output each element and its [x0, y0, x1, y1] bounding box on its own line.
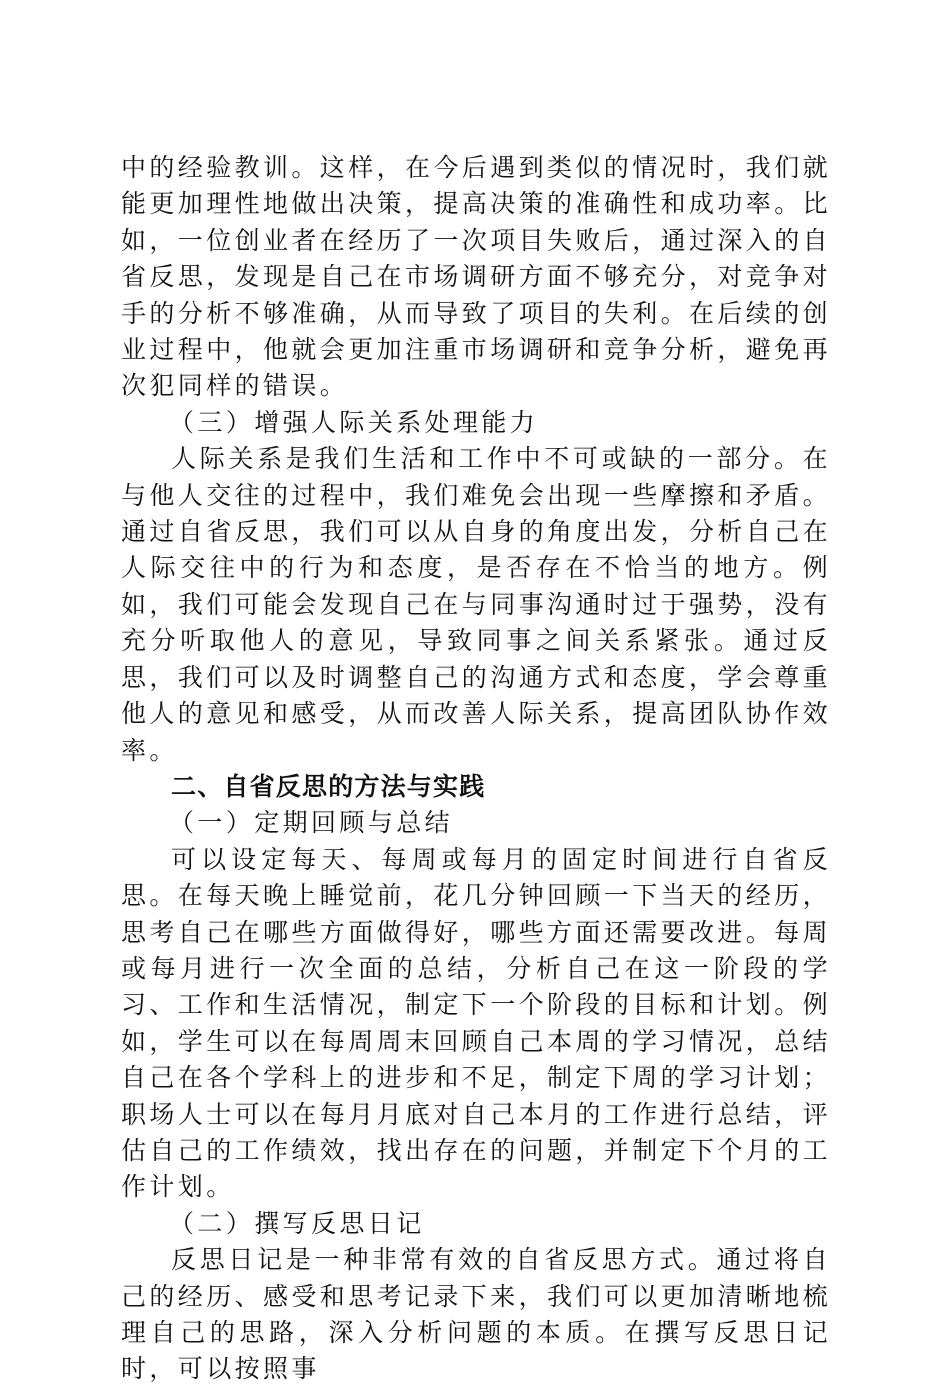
section-heading-methods: 二、自省反思的方法与实践 [171, 771, 486, 801]
paragraph-regular-review: 可以设定每天、每周或每月的固定时间进行自省反思。在每天晚上睡觉前，花几分钟回顾一下当天的经历，思考自己在哪些方面做得好，哪些方面还需要改进。每周或每月进行一次全面的总结，分析自己在这一阶段的学习、工作和生活情况，制定下一个阶段的目标和计划。例如，学生可以在每周周末回顾自己本周的学习情况，总结自己在各个学科上的进步和不足，制定下周的学习计划；职场人士可以在每月月底对自己本月的工作进行总结，评估自己的工作绩效，找出存在的问题，并制定下个月的工作计划。 [121, 844, 832, 1202]
subheading-interpersonal-skills: （三）增强人际关系处理能力 [169, 407, 539, 437]
subheading-regular-review: （一）定期回顾与总结 [169, 808, 454, 838]
paragraph-interpersonal: 人际关系是我们生活和工作中不可或缺的一部分。在与他人交往的过程中，我们难免会出现一些摩擦和矛盾。通过自省反思，我们可以从自身的角度出发，分析自己在人际交往中的行为和态度，是否存在不恰当的地方。例如，我们可能会发现自己在与同事沟通时过于强势，没有充分听取他人的意见，导致同事之间关系紧张。通过反思，我们可以及时调整自己的沟通方式和态度，学会尊重他人的意见和感受，从而改善人际关系，提高团队协作效率。 [121, 444, 832, 765]
paragraph-continuation: 中的经验教训。这样，在今后遇到类似的情况时，我们就能更加理性地做出决策，提高决策的准确性和成功率。比如，一位创业者在经历了一次项目失败后，通过深入的自省反思，发现是自己在市场调研方面不够充分，对竞争对手的分析不够准确，从而导致了项目的失利。在后续的创业过程中，他就会更加注重市场调研和竞争分析，避免再次犯同样的错误。 [121, 153, 832, 401]
subheading-reflection-diary: （二）撰写反思日记 [169, 1208, 425, 1238]
document-page [121, 150, 831, 1388]
paragraph-reflection-diary: 反思日记是一种非常有效的自省反思方式。通过将自己的经历、感受和思考记录下来，我们可以更加清晰地梳理自己的思路，深入分析问题的本质。在撰写反思日记时，可以按照事 [121, 1245, 832, 1384]
